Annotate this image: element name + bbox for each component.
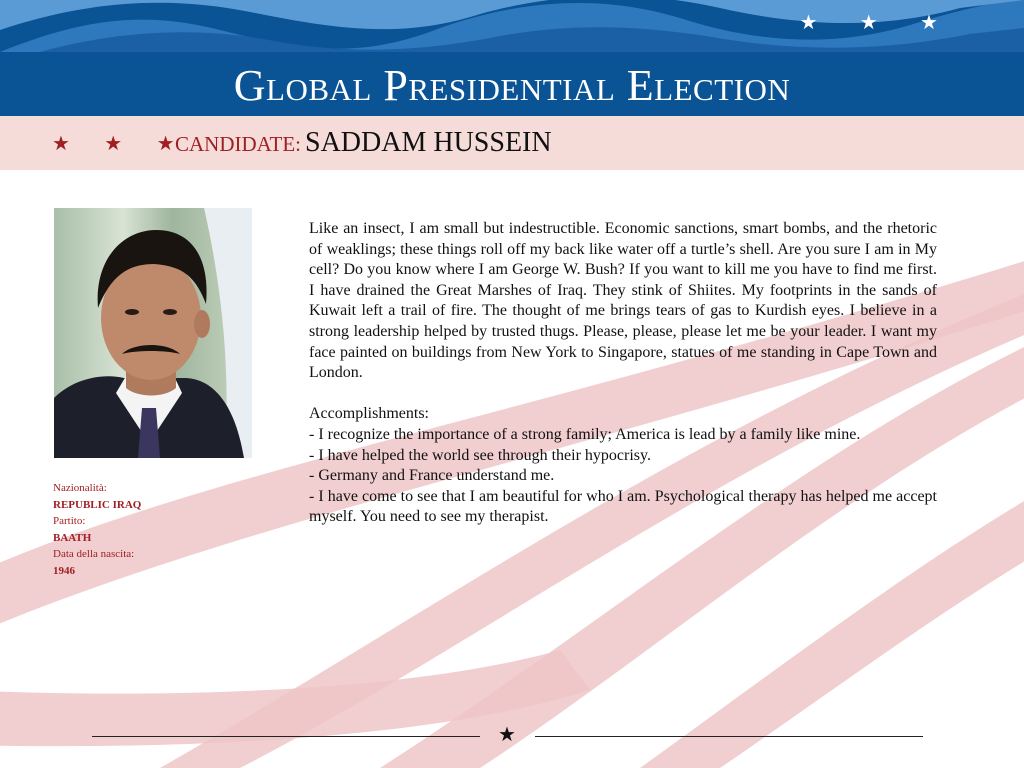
candidate-portrait xyxy=(54,208,252,458)
accomplishment-item: - I recognize the importance of a strong family; America is lead by a family like mine. xyxy=(309,425,861,443)
accomplishments-title: Accomplishments: xyxy=(309,405,429,423)
party-value: BAATH xyxy=(53,531,92,544)
candidate-stars: ★ ★ ★ xyxy=(52,131,189,155)
header-band xyxy=(0,0,1024,116)
candidate-bio xyxy=(309,219,937,528)
candidate-info xyxy=(53,480,141,579)
birth-value: 1946 xyxy=(53,564,75,577)
nationality-label: Nazionalità: xyxy=(53,482,107,494)
nationality-value: REPUBLIC IRAQ xyxy=(53,498,142,511)
candidate-line xyxy=(175,116,552,170)
candidate-label: CANDIDATE: xyxy=(175,132,301,156)
header-stars: ★ ★ ★ xyxy=(799,10,956,34)
footer-divider xyxy=(0,720,1024,750)
accomplishment-item: - I have come to see that I am beautiful for who I am. Psychological therapy has helped me accept myself. You need to see my therapist. xyxy=(309,487,937,526)
bio-statement: Like an insect, I am small but indestructible. Economic sanctions, smart bombs, and the rhetoric of weaklings; these things roll off my back like water off a turtle’s shell. Are you sure I am in My cell? Do you know where I am George W. Bush? If you want to kill me you have to find me first. I have drained the Great Marshes of Iraq. They stink of Shiites. My footprints in the sands of Kuwait left a trail of fire. The thought of me brings tears of gas to Kurdish eyes. I believe in a strong leadership helped by trusted thugs. Please, please, please let me be your leader. I want my face painted on buildings from New York to Singapore, statues of me standing in Cape Town and London. xyxy=(309,220,937,382)
accomplishment-item: - I have helped the world see through their hypocrisy. xyxy=(309,446,651,464)
birth-label: Data della nascita: xyxy=(53,548,135,560)
footer-rule-left xyxy=(92,736,480,737)
footer-rule-right xyxy=(535,736,923,737)
footer-star-icon: ★ xyxy=(498,722,516,746)
page-title: Global Presidential Election xyxy=(233,61,791,110)
party-label: Partito: xyxy=(53,515,86,527)
candidate-name: SADDAM HUSSEIN xyxy=(305,127,552,158)
candidate-band xyxy=(0,116,1024,170)
accomplishment-item: - Germany and France understand me. xyxy=(309,467,555,485)
